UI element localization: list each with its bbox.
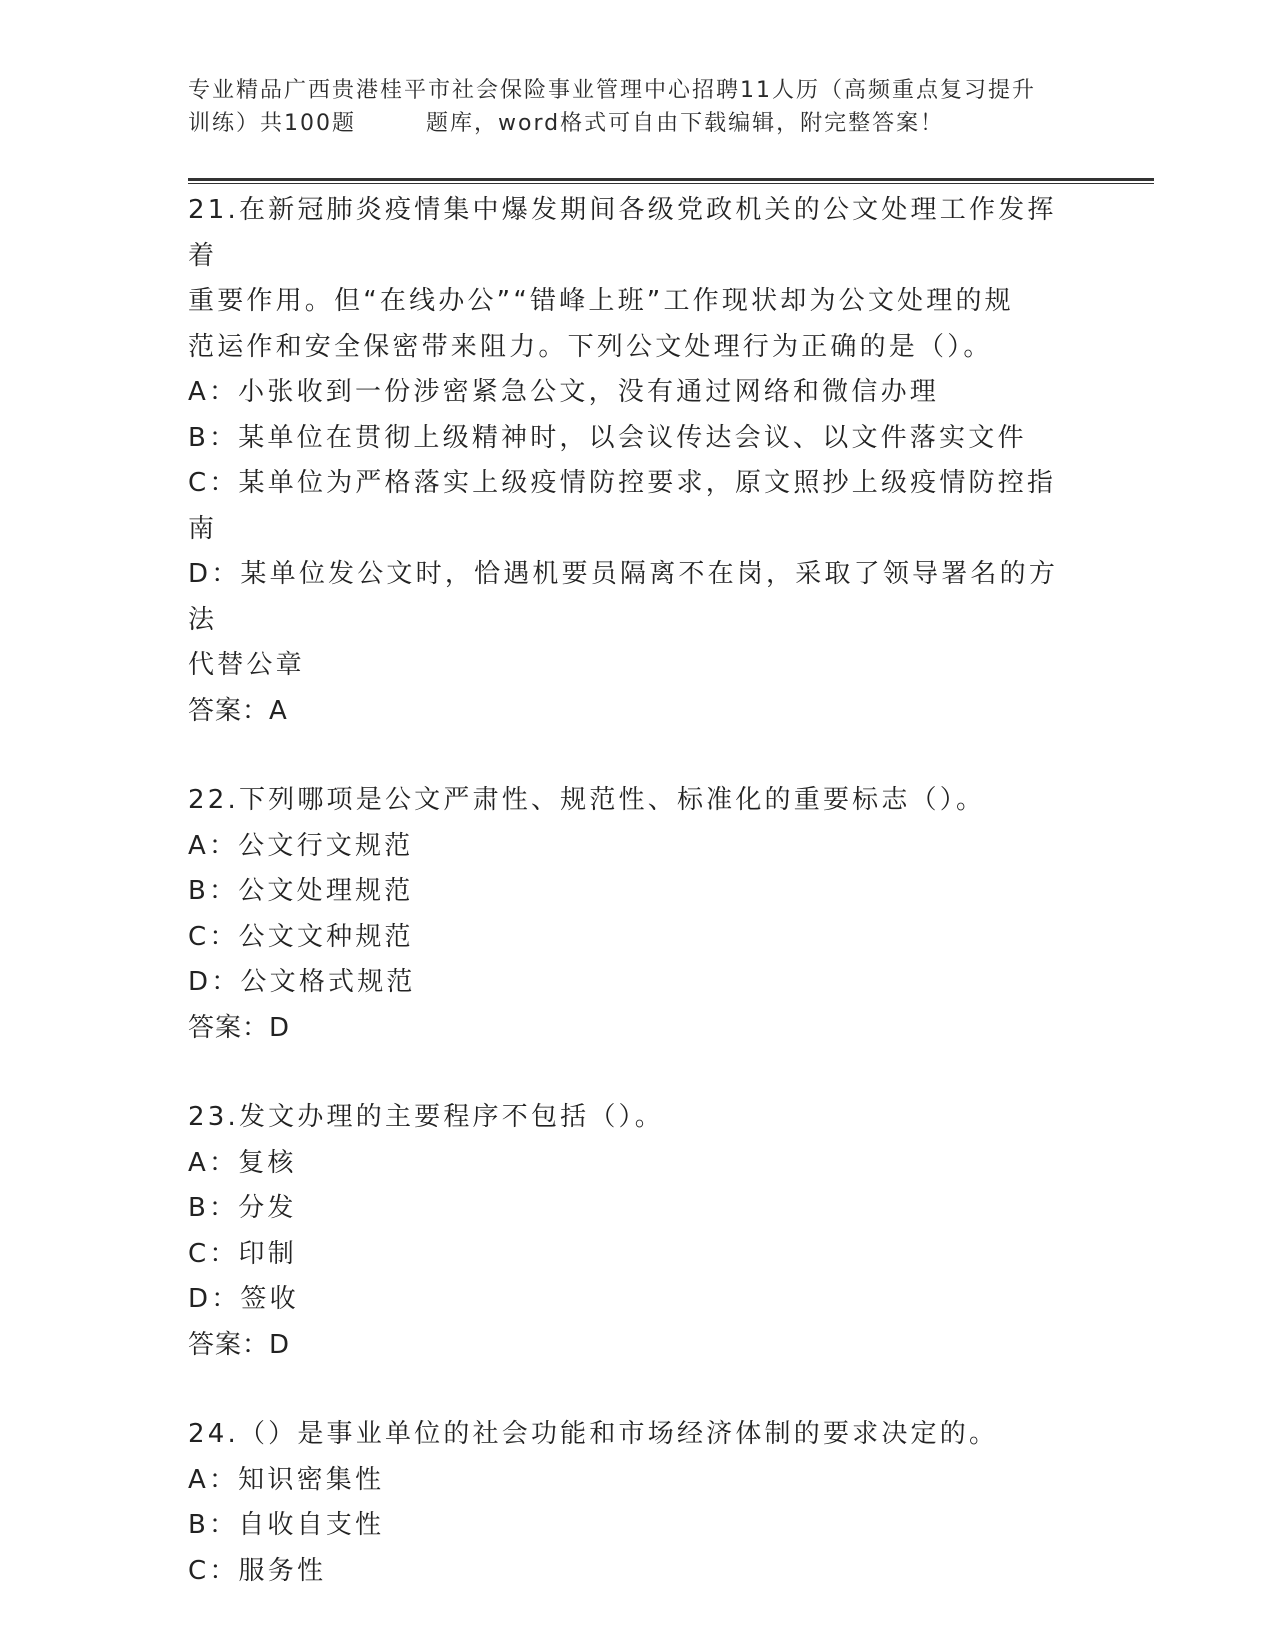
question-list: [188, 188, 1078, 1638]
question-23: [188, 1095, 1078, 1368]
option-b: B：分发: [188, 1193, 297, 1223]
option-c: C：某单位为严格落实上级疫情防控要求，原文照抄上级疫情防控指南: [188, 468, 1057, 544]
option-c: C：公文文种规范: [188, 921, 414, 952]
answer-line: 答案：D: [188, 1012, 291, 1043]
option-d: D：某单位发公文时，恰遇机要员隔离不在岗，采取了领导署名的方法: [188, 559, 1059, 635]
header-line-2-part-a: 训练）共100题: [188, 111, 356, 136]
option-a: A：复核: [188, 1147, 297, 1178]
question-stem: 22.下列哪项是公文严肃性、规范性、标准化的重要标志（）。: [188, 785, 986, 815]
answer-line: 答案：D: [188, 1329, 291, 1360]
stem-line: 范运作和安全保密带来阻力。下列公文处理行为正确的是（）。: [188, 331, 993, 362]
option-a: A：小张收到一份涉密紧急公文，没有通过网络和微信办理: [188, 377, 939, 407]
question-stem: 24.（）是事业单位的社会功能和市场经济体制的要求决定的。: [188, 1419, 999, 1449]
option-b: B：自收自支性: [188, 1510, 385, 1540]
option-d: D：签收: [188, 1284, 299, 1314]
header-line-2-part-b: 题库，word格式可自由下载编辑，附完整答案！: [426, 111, 945, 136]
question-24: [188, 1412, 1078, 1594]
question-stem: [188, 188, 1078, 370]
option-b: B：公文处理规范: [188, 876, 414, 906]
option-a: A：公文行文规范: [188, 830, 414, 861]
option-b: B：某单位在贯彻上级精神时，以会议传达会议、以文件落实文件: [188, 422, 1027, 453]
question-stem: 23.发文办理的主要程序不包括（）。: [188, 1102, 664, 1132]
stem-line: 重要作用。但“在线办公”“错峰上班”工作现状却为公文处理的规: [188, 286, 1014, 316]
header-line-1: 专业精品广西贵港桂平市社会保险事业管理中心招聘11人历（高频重点复习提升: [188, 78, 1036, 103]
option-d-continued: 代替公章: [188, 650, 305, 680]
header-line-2: [188, 107, 1078, 140]
option-d: D：公文格式规范: [188, 967, 416, 997]
header-rule-thin: [188, 183, 1154, 184]
header-rule-thick: [188, 178, 1154, 181]
stem-line: 21.在新冠肺炎疫情集中爆发期间各级党政机关的公文处理工作发挥着: [188, 195, 1057, 271]
option-a: A：知识密集性: [188, 1464, 385, 1495]
question-21: [188, 188, 1078, 734]
document-header: [188, 74, 1078, 140]
question-22: [188, 778, 1078, 1051]
option-c: C：印制: [188, 1238, 297, 1269]
answer-line: 答案：A: [188, 695, 288, 726]
option-c: C：服务性: [188, 1555, 327, 1586]
